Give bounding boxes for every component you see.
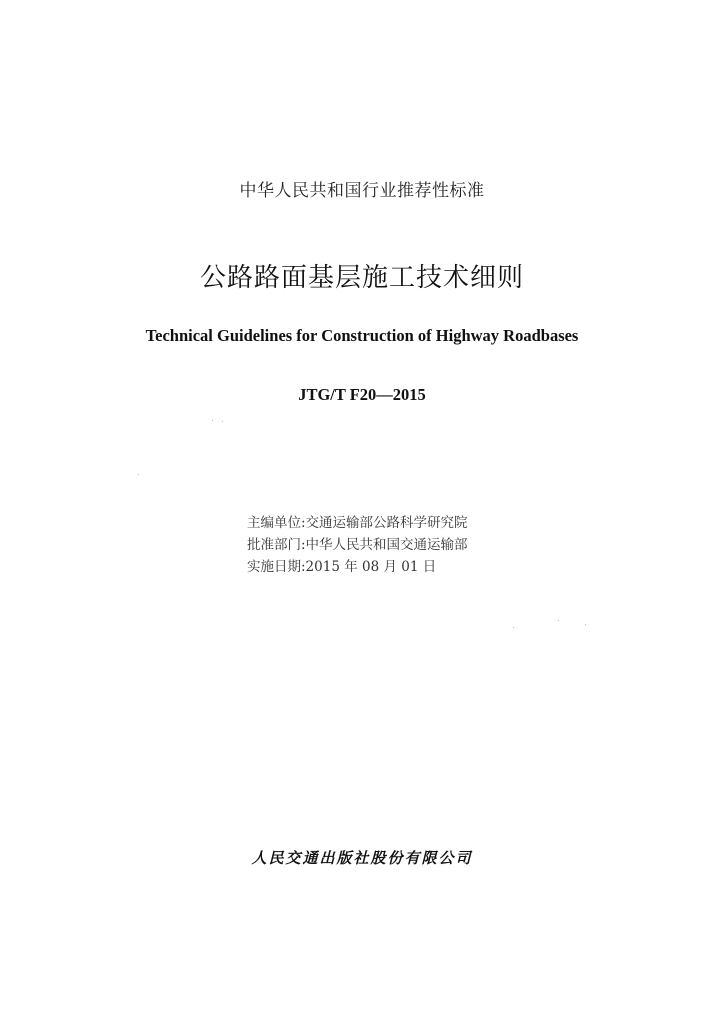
standard-code: JTG/T F20—2015: [298, 385, 426, 404]
info-approver: 批准部门:中华人民共和国交通运输部: [247, 537, 468, 553]
document-title-cn: 公路路面基层施工技术细则: [199, 263, 524, 293]
info-block: [247, 512, 468, 578]
scan-speck: [513, 627, 514, 628]
info-effective-date: 实施日期:2015 年 08 月 01 日: [247, 559, 437, 575]
publisher: 人民交通出版社股份有限公司: [251, 849, 473, 867]
scan-speck: [222, 421, 223, 422]
scan-speck: [212, 420, 213, 421]
scan-speck: [138, 474, 139, 475]
info-editor: 主编单位:交通运输部公路科学研究院: [247, 515, 468, 531]
scan-speck: [585, 624, 586, 625]
standard-category: 中华人民共和国行业推荐性标准: [239, 181, 485, 201]
scan-speck: [558, 620, 559, 621]
document-title-en: Technical Guidelines for Construction of Highway Roadbases: [145, 326, 579, 345]
